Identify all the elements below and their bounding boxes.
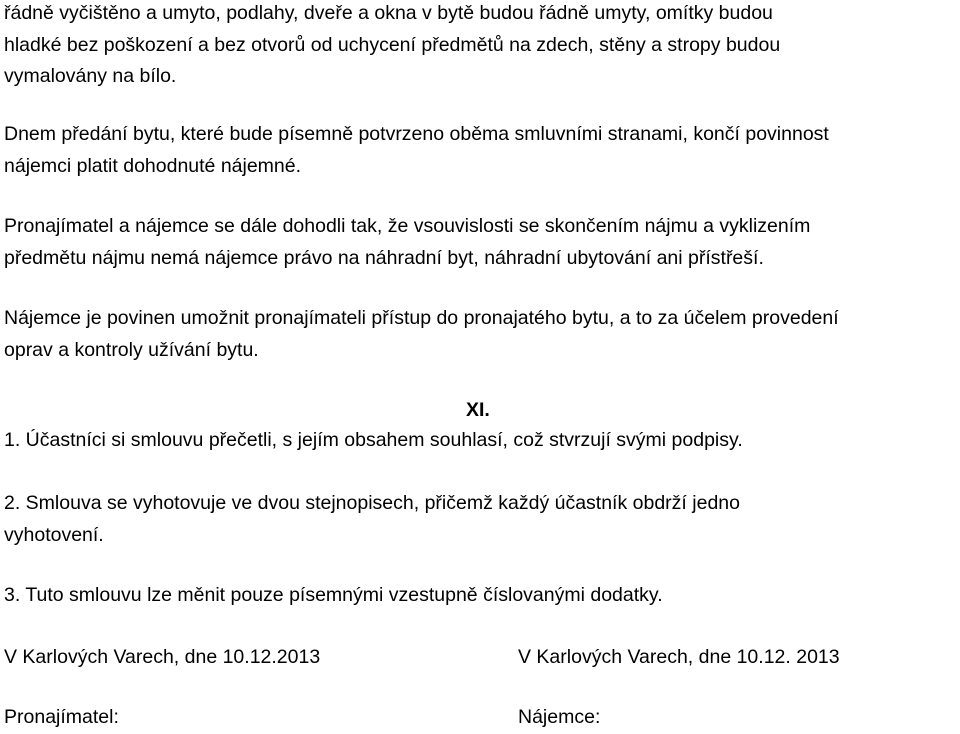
paragraph-access-obligation — [4, 303, 956, 366]
clause-2 — [4, 488, 956, 551]
paragraph-line: vymalovány na bílo. — [4, 65, 177, 87]
paragraph-handover — [4, 119, 956, 182]
signature-place-date-right: V Karlových Varech, dne 10.12. 2013 — [518, 646, 840, 668]
section-heading: XI. — [466, 399, 490, 421]
signature-party-landlord: Pronajímatel: — [4, 706, 119, 728]
paragraph-line: Pronajímatel a nájemce se dále dohodli tak, že vsouvislosti se skončením nájmu a vyklizením — [4, 215, 811, 237]
clause-line: 2. Smlouva se vyhotovuje ve dvou stejnopisech, přičemž každý účastník obdrží jedno — [4, 492, 740, 514]
clause-1 — [4, 425, 956, 457]
paragraph-line: Nájemce je povinen umožnit pronajímateli přístup do pronajatého bytu, a to za účelem provedení — [4, 307, 839, 329]
paragraph-line: oprav a kontroly užívání bytu. — [4, 338, 259, 361]
signature-party-tenant: Nájemce: — [518, 706, 601, 728]
clause-line: 1. Účastníci si smlouvu přečetli, s jejím obsahem souhlasí, což stvrzují svými podpisy. — [4, 429, 743, 451]
paragraph-line: předmětu nájmu nemá nájemce právo na náhradní byt, náhradní ubytování ani přístřeší. — [4, 246, 764, 269]
paragraph-line: Dnem předání bytu, které bude písemně potvrzeno oběma smluvními stranami, končí povinnost — [4, 123, 829, 145]
clause-line: vyhotovení. — [4, 523, 104, 546]
signature-place-date-left: V Karlových Varech, dne 10.12.2013 — [4, 646, 321, 668]
paragraph-cleaning-condition — [4, 0, 956, 93]
clause-line: 3. Tuto smlouvu lze měnit pouze písemnými vzestupně číslovanými dodatky. — [4, 584, 663, 606]
clause-3 — [4, 580, 956, 612]
paragraph-no-substitute-housing — [4, 211, 956, 274]
paragraph-line: řádně vyčištěno a umyto, podlahy, dveře a okna v bytě budou řádně umyty, omítky budou — [4, 2, 773, 24]
paragraph-line: nájemci platit dohodnuté nájemné. — [4, 154, 302, 177]
paragraph-line: hladké bez poškození a bez otvorů od uchycení předmětů na zdech, stěny a stropy budou — [4, 33, 781, 56]
